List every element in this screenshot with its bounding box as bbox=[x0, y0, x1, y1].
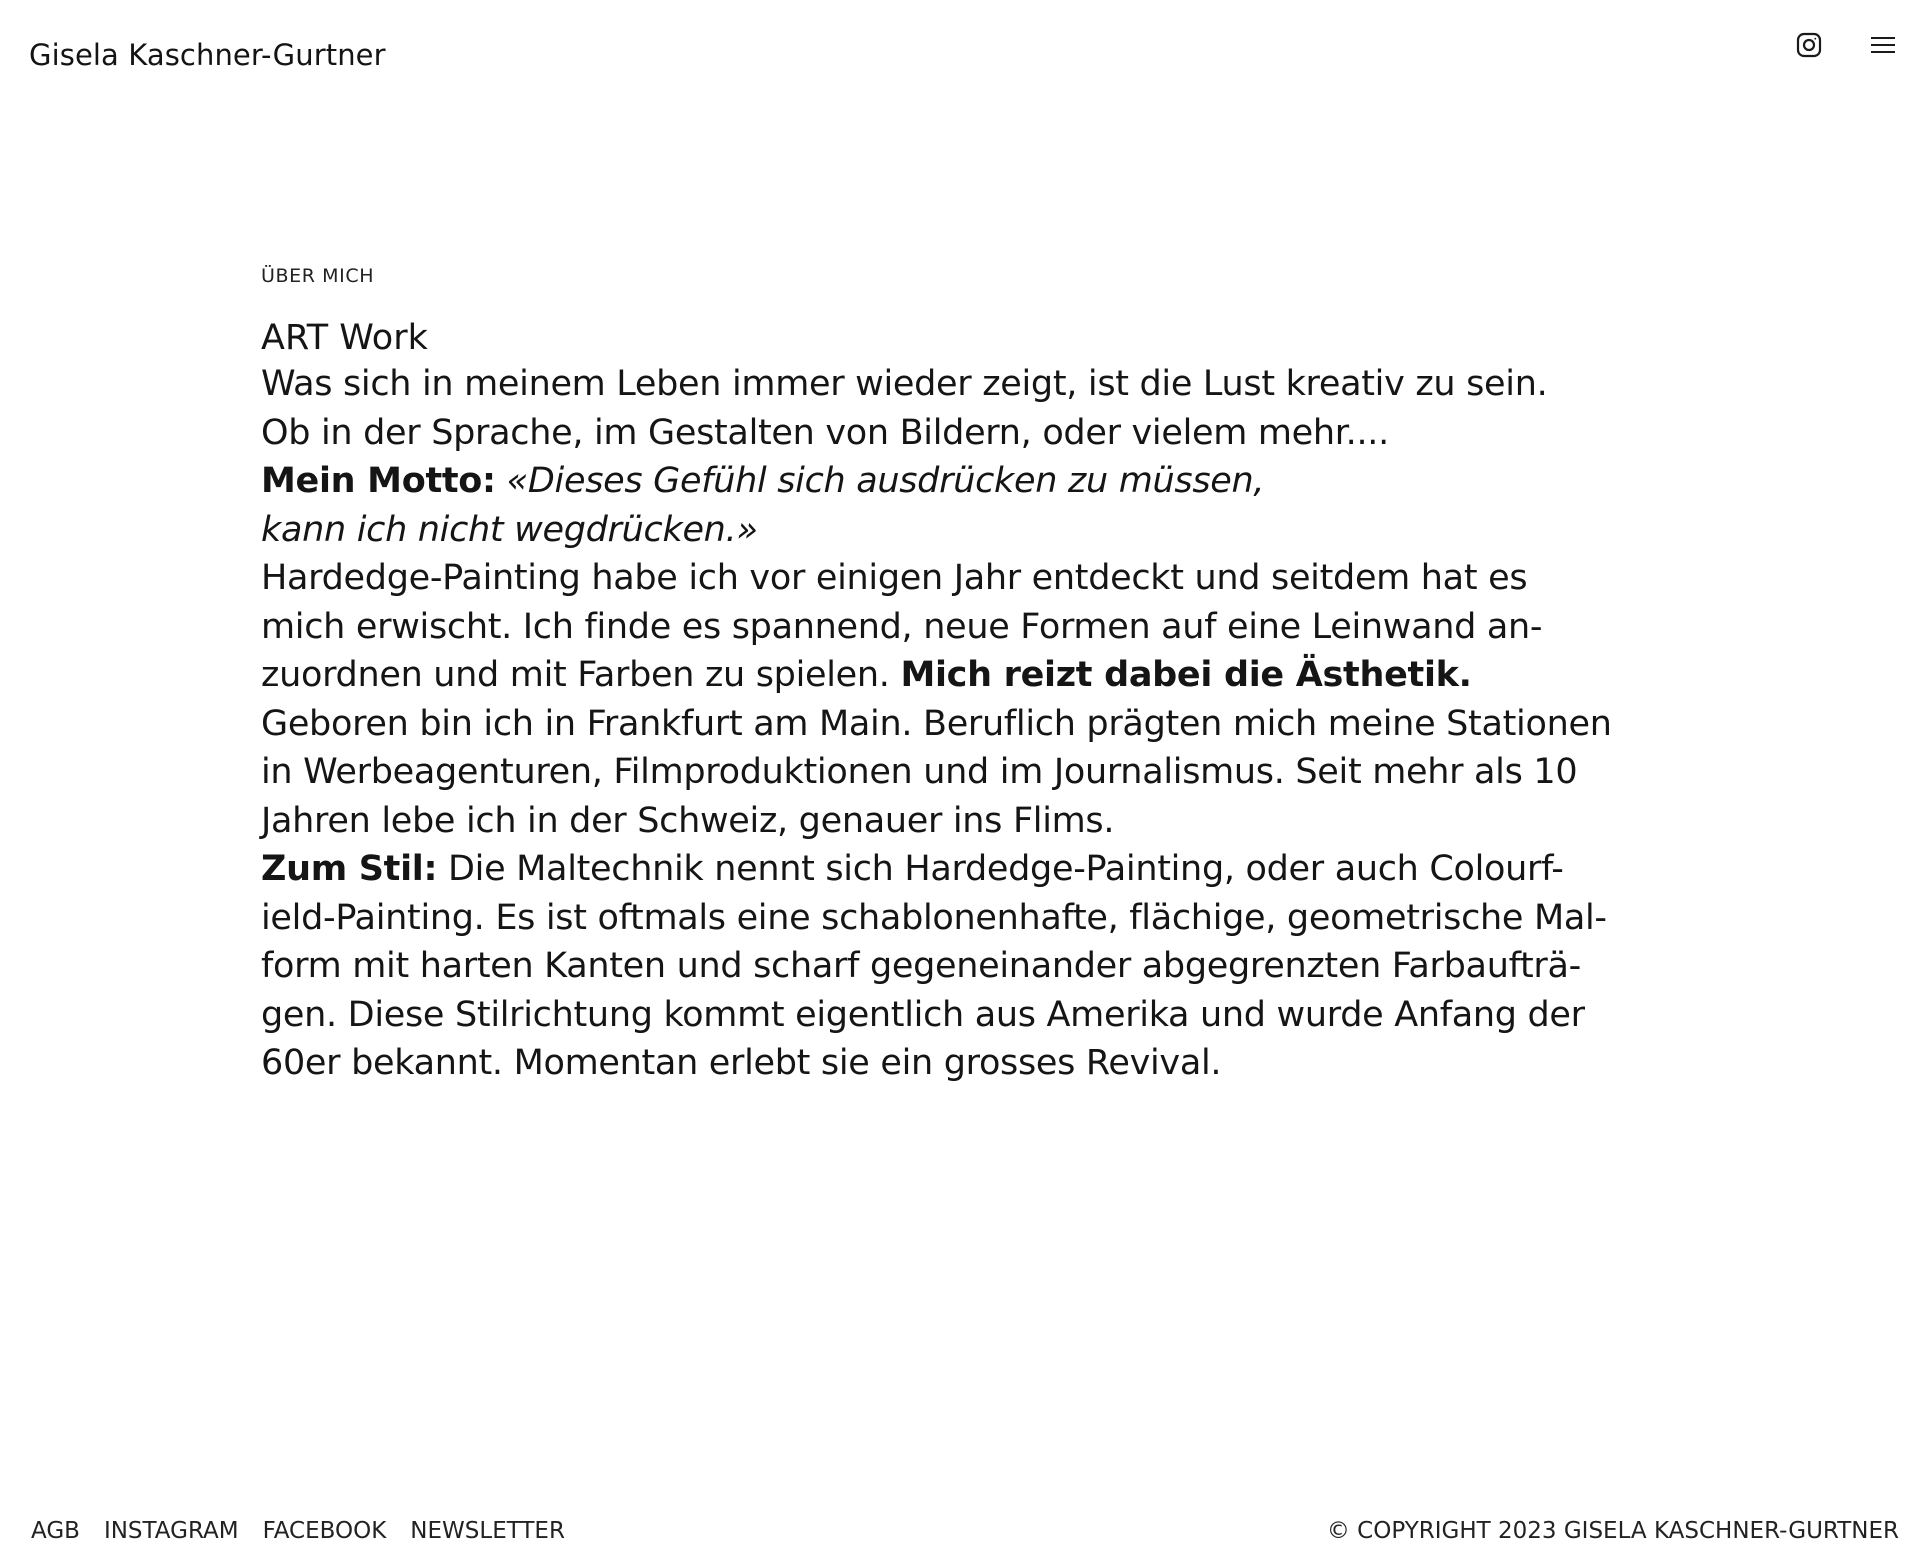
footer-link-newsletter[interactable]: NEWSLETTER bbox=[410, 1518, 565, 1544]
bio-line: Geboren bin ich in Frankfurt am Main. Beruflich prägten mich meine Stationen bbox=[261, 703, 1612, 744]
section-label: ÜBER MICH bbox=[261, 265, 375, 287]
hardedge-line: zuordnen und mit Farben zu spielen. bbox=[261, 655, 901, 695]
about-section bbox=[261, 262, 1681, 1088]
intro-paragraph bbox=[261, 360, 1681, 554]
header-icons bbox=[1792, 28, 1900, 62]
style-paragraph bbox=[261, 845, 1681, 1088]
motto-text: kann ich nicht wegdrücken.» bbox=[261, 509, 758, 550]
site-footer bbox=[0, 1518, 1920, 1554]
style-label: Zum Stil: bbox=[261, 849, 438, 889]
hardedge-highlight: Mich reizt dabei die Ästhetik. bbox=[900, 655, 1472, 695]
site-title-link[interactable]: Gisela Kaschner-Gurtner bbox=[29, 38, 386, 72]
hardedge-line: mich erwischt. Ich finde es spannend, neue Formen auf eine Leinwand an- bbox=[261, 606, 1543, 647]
footer-link-instagram[interactable]: INSTAGRAM bbox=[103, 1518, 239, 1544]
motto-label: Mein Motto: bbox=[261, 461, 496, 501]
footer-nav bbox=[31, 1518, 565, 1544]
bio-line: in Werbeagenturen, Filmproduktionen und im Journalismus. Seit mehr als 10 bbox=[261, 752, 1578, 792]
site-header bbox=[0, 0, 1920, 110]
style-line: Die Maltechnik nennt sich Hardedge-Painting, oder auch Colourf- bbox=[437, 849, 1564, 889]
motto-text: «Dieses Gefühl sich ausdrücken zu müssen, bbox=[506, 461, 1265, 501]
instagram-icon[interactable] bbox=[1792, 28, 1826, 62]
bio-paragraph bbox=[261, 700, 1681, 846]
style-line: form mit harten Kanten und scharf gegeneinander abgegrenzten Farbaufträ- bbox=[261, 946, 1581, 986]
copyright-text: © COPYRIGHT 2023 GISELA KASCHNER-GURTNER bbox=[1326, 1518, 1899, 1544]
menu-icon[interactable] bbox=[1866, 28, 1900, 62]
page-title: ART Work bbox=[261, 318, 428, 358]
intro-line: Ob in der Sprache, im Gestalten von Bildern, oder vielem mehr.... bbox=[261, 412, 1389, 453]
intro-line: Was sich in meinem Leben immer wieder zeigt, ist die Lust kreativ zu sein. bbox=[261, 364, 1548, 404]
about-text bbox=[261, 360, 1681, 1088]
hardedge-paragraph bbox=[261, 554, 1681, 700]
footer-link-facebook[interactable]: FACEBOOK bbox=[262, 1518, 387, 1544]
style-line: gen. Diese Stilrichtung kommt eigentlich aus Amerika und wurde Anfang der bbox=[261, 994, 1585, 1035]
bio-line: Jahren lebe ich in der Schweiz, genauer ins Flims. bbox=[261, 800, 1115, 841]
footer-link-agb[interactable]: AGB bbox=[31, 1518, 80, 1544]
style-line: ield-Painting. Es ist oftmals eine schablonenhafte, flächige, geometrische Mal- bbox=[261, 897, 1607, 938]
style-line: 60er bekannt. Momentan erlebt sie ein grosses Revival. bbox=[261, 1043, 1222, 1083]
hardedge-line: Hardedge-Painting habe ich vor einigen Jahr entdeckt und seitdem hat es bbox=[261, 558, 1528, 598]
